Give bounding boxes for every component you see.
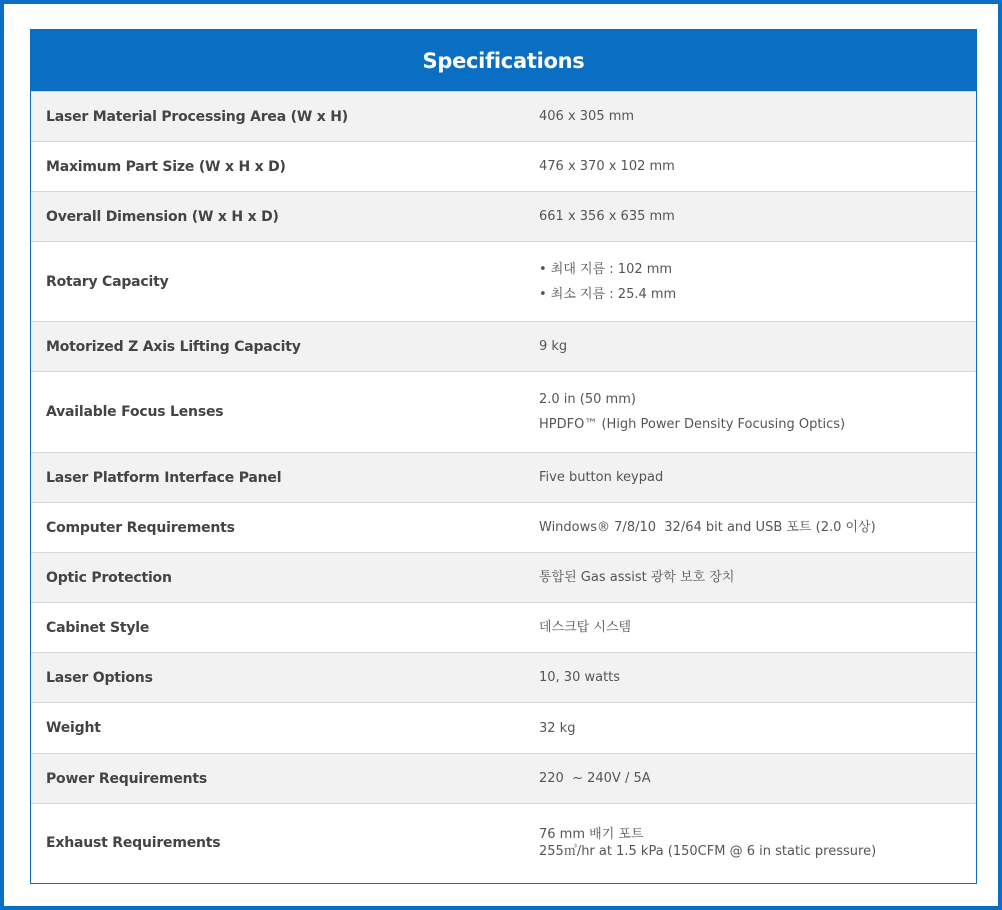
row-label: Exhaust Requirements [46, 834, 221, 851]
row-value: Windows® 7/8/10 32/64 bit and USB 포트 (2.0 이상) [539, 520, 876, 535]
specifications-table [30, 29, 977, 884]
row-cabinet-style [31, 602, 976, 652]
row-label: Rotary Capacity [46, 273, 169, 290]
row-value: 220 ~ 240V / 5A [539, 771, 651, 786]
value-line: HPDFO™ (High Power Density Focusing Optics) [539, 417, 846, 432]
row-label: Laser Options [46, 669, 153, 686]
row-value [539, 387, 976, 437]
row-label: Optic Protection [46, 569, 172, 586]
row-weight [31, 702, 976, 753]
row-label: Cabinet Style [46, 619, 150, 636]
row-maximum-part-size [31, 141, 976, 191]
row-interface-panel [31, 452, 976, 502]
row-value: 통합된 Gas assist 광학 보호 장치 [539, 570, 735, 585]
row-overall-dimension [31, 191, 976, 241]
value-line: • 최대 지름 : 102 mm [539, 261, 673, 277]
row-label: Laser Platform Interface Panel [46, 469, 282, 486]
row-value: 32 kg [539, 720, 576, 736]
row-value: 406 x 305 mm [539, 109, 635, 124]
row-value: 데스크탑 시스템 [539, 620, 632, 635]
row-power-requirements [31, 753, 976, 803]
row-label: Laser Material Processing Area (W x H) [46, 108, 348, 125]
row-label: Motorized Z Axis Lifting Capacity [46, 338, 301, 355]
row-value: 10, 30 watts [539, 670, 621, 685]
row-rotary-capacity [31, 241, 976, 321]
row-value: Five button keypad [539, 470, 664, 485]
value-line: 2.0 in (50 mm) [539, 392, 636, 407]
row-label: Power Requirements [46, 770, 208, 787]
row-laser-processing-area [31, 91, 976, 141]
row-label: Weight [46, 720, 101, 736]
value-line: 255㎥/hr at 1.5 kPa (150CFM @ 6 in static pressure) [539, 843, 877, 859]
row-label: Available Focus Lenses [46, 404, 224, 420]
row-exhaust-requirements [31, 803, 976, 881]
row-value: 9 kg [539, 339, 568, 354]
row-laser-options [31, 652, 976, 702]
value-line: 76 mm 배기 포트 [539, 826, 644, 842]
row-optic-protection [31, 552, 976, 602]
row-value [539, 257, 976, 307]
value-line: • 최소 지름 : 25.4 mm [539, 286, 677, 302]
table-title: Specifications [31, 30, 976, 91]
row-value: 476 x 370 x 102 mm [539, 159, 675, 174]
row-label: Computer Requirements [46, 519, 235, 536]
row-z-axis-lifting [31, 321, 976, 371]
row-focus-lenses [31, 371, 976, 452]
row-label: Maximum Part Size (W x H x D) [46, 158, 286, 175]
row-computer-requirements [31, 502, 976, 552]
row-label: Overall Dimension (W x H x D) [46, 208, 279, 225]
row-value: 661 x 356 x 635 mm [539, 209, 675, 224]
row-value [539, 826, 976, 860]
